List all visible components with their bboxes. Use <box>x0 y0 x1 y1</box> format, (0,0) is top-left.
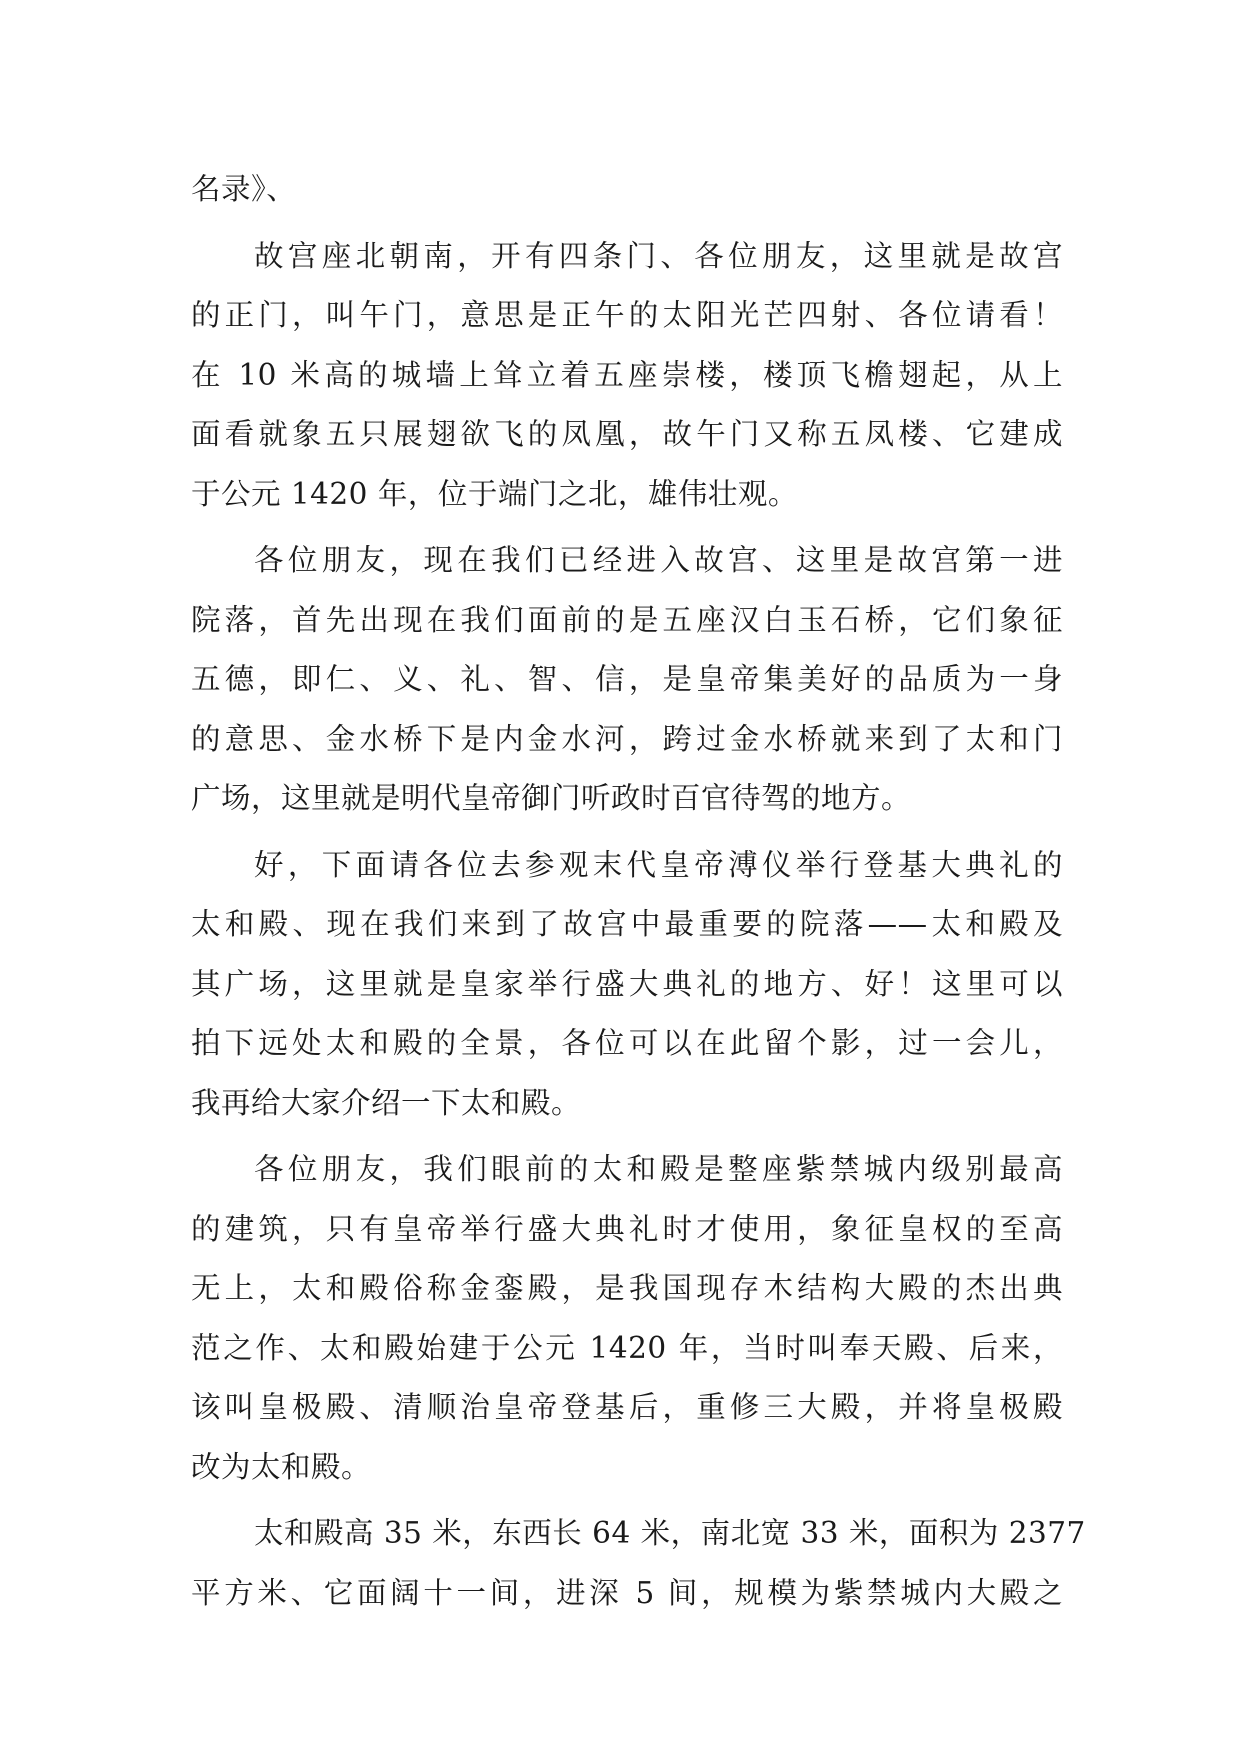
paragraph <box>191 227 1063 525</box>
paragraph-spacer <box>191 1497 1063 1504</box>
text-line: 我再给大家介绍一下太和殿。 <box>191 1085 582 1120</box>
paragraph <box>191 1140 1063 1497</box>
paragraph <box>191 531 1063 829</box>
paragraph-spacer <box>191 1133 1063 1140</box>
text-line: 各位朋友，现在我们已经进入故宫、这里是故宫第一进 <box>254 543 1063 577</box>
text-line: 的建筑，只有皇帝举行盛大典礼时才使用，象征皇权的至高 <box>191 1211 1063 1246</box>
text-line: 院落，首先出现在我们面前的是五座汉白玉石桥，它们象征 <box>191 602 1063 637</box>
paragraph-spacer <box>191 829 1063 836</box>
text-line: 在 10 米高的城墙上耸立着五座崇楼，楼顶飞檐翅起，从上 <box>191 357 1063 392</box>
text-line: 五德，即仁、义、礼、智、信，是皇帝集美好的品质为一身 <box>191 662 1063 696</box>
text-line: 的正门，叫午门，意思是正午的太阳光芒四射、各位请看！ <box>191 298 1063 332</box>
paragraph <box>191 1504 1086 1623</box>
paragraph-spacer <box>191 524 1063 531</box>
text-line: 平方米、它面阔十一间，进深 5 间，规模为紫禁城内大殿之 <box>191 1575 1063 1610</box>
text-line: 拍下远处太和殿的全景，各位可以在此留个影，过一会儿， <box>191 1026 1063 1060</box>
text-line: 名录》、 <box>191 172 297 206</box>
text-line: 太和殿、现在我们来到了故宫中最重要的院落——太和殿及 <box>191 907 1063 941</box>
paragraph <box>191 836 1063 1134</box>
text-line: 范之作、太和殿始建于公元 1420 年，当时叫奉天殿、后来， <box>191 1330 1063 1365</box>
document-body <box>191 160 1086 1623</box>
text-line: 好，下面请各位去参观末代皇帝溥仪举行登基大典礼的 <box>254 847 1063 882</box>
text-line: 该叫皇极殿、清顺治皇帝登基后，重修三大殿，并将皇极殿 <box>191 1390 1063 1424</box>
text-line: 改为太和殿。 <box>191 1449 372 1484</box>
text-line: 面看就象五只展翅欲飞的凤凰，故午门又称五凤楼、它建成 <box>191 417 1063 451</box>
text-line: 广场，这里就是明代皇帝御门听政时百官待驾的地方。 <box>191 781 912 815</box>
text-line: 各位朋友，我们眼前的太和殿是整座紫禁城内级别最高 <box>254 1152 1063 1186</box>
paragraph-spacer <box>191 220 1063 227</box>
paragraph <box>191 160 1063 220</box>
text-line: 于公元 1420 年，位于端门之北，雄伟壮观。 <box>191 476 798 511</box>
text-line: 无上，太和殿俗称金銮殿，是我国现存木结构大殿的杰出典 <box>191 1271 1063 1305</box>
text-line: 太和殿高 35 米，东西长 64 米，南北宽 33 米，面积为 2377 <box>254 1516 1086 1550</box>
text-line: 的意思、金水桥下是内金水河，跨过金水桥就来到了太和门 <box>191 721 1063 756</box>
text-line: 故宫座北朝南，开有四条门、各位朋友，这里就是故宫 <box>254 238 1063 273</box>
text-line: 其广场，这里就是皇家举行盛大典礼的地方、好！这里可以 <box>191 966 1063 1001</box>
